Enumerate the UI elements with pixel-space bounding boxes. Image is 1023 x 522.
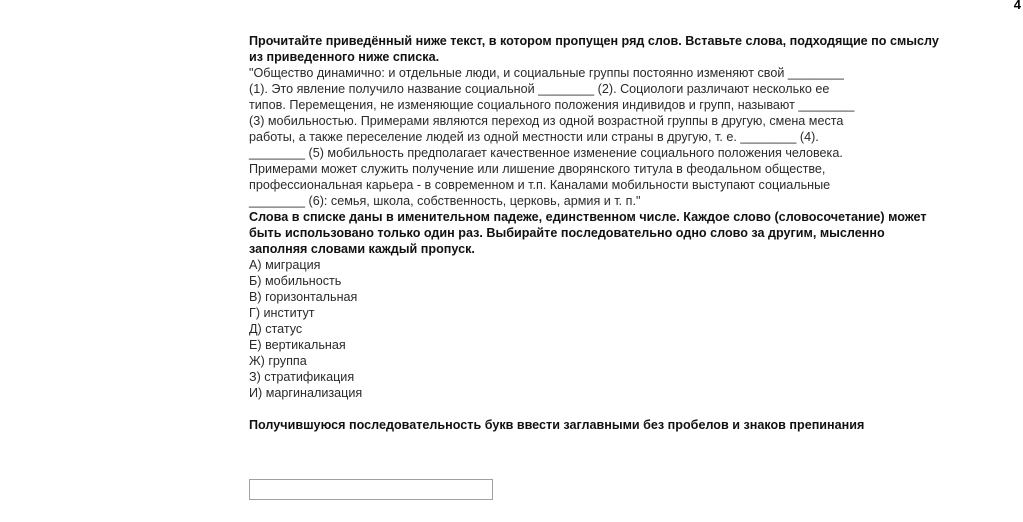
question-content — [249, 33, 939, 433]
question-number: 4 — [1013, 0, 1021, 12]
option-item: Е) вертикальная — [249, 338, 346, 352]
list-instruction: Слова в списке даны в именительном падеже, единственном числе. Каждое слово (словосочетание) может быть использовано только один раз. Выбирайте последовательно одно слово за другим, мысленно заполняя словами каждый пропуск. — [249, 210, 927, 256]
option-item: Б) мобильность — [249, 274, 342, 288]
task-instruction: Прочитайте приведённый ниже текст, в котором пропущен ряд слов. Вставьте слова, подходящие по смыслу из приведенного ниже списка. — [249, 34, 939, 64]
option-item: И) маргинализация — [249, 386, 363, 400]
task-passage: "Общество динамично: и отдельные люди, и социальные группы постоянно изменяют свой ________ (1). Это явление получило название социальной ________ (2). Социологи различают несколько ее типов. Перемещения, не изменяющие социального положения индивидов и групп, называют ________ (3) мобильностью. Примерами являются переход из одной возрастной группы в другую, смена места работы, а также переселение людей из одной местности или страны в другую, т. е. ________ (4). ________ (5) мобильность предполагает качественное изменение социального положения человека. Примерами может служить получение или лишение дворянского титула в феодальном обществе, профессиональная карьера - в современном и т.п. Каналами мобильности выступают социальные ________ (6): семья, школа, собственность, церковь, армия и т. п." — [249, 66, 855, 208]
option-item: Д) статус — [249, 322, 303, 336]
answer-input[interactable] — [249, 479, 493, 500]
option-item: Ж) группа — [249, 354, 307, 368]
final-instruction: Получившуюся последовательность букв ввести заглавными без пробелов и знаков препинания — [249, 418, 865, 432]
option-item: А) миграция — [249, 258, 321, 272]
option-item: Г) институт — [249, 306, 315, 320]
option-item: В) горизонтальная — [249, 290, 358, 304]
option-item: З) стратификация — [249, 370, 355, 384]
word-options-list — [249, 257, 939, 401]
